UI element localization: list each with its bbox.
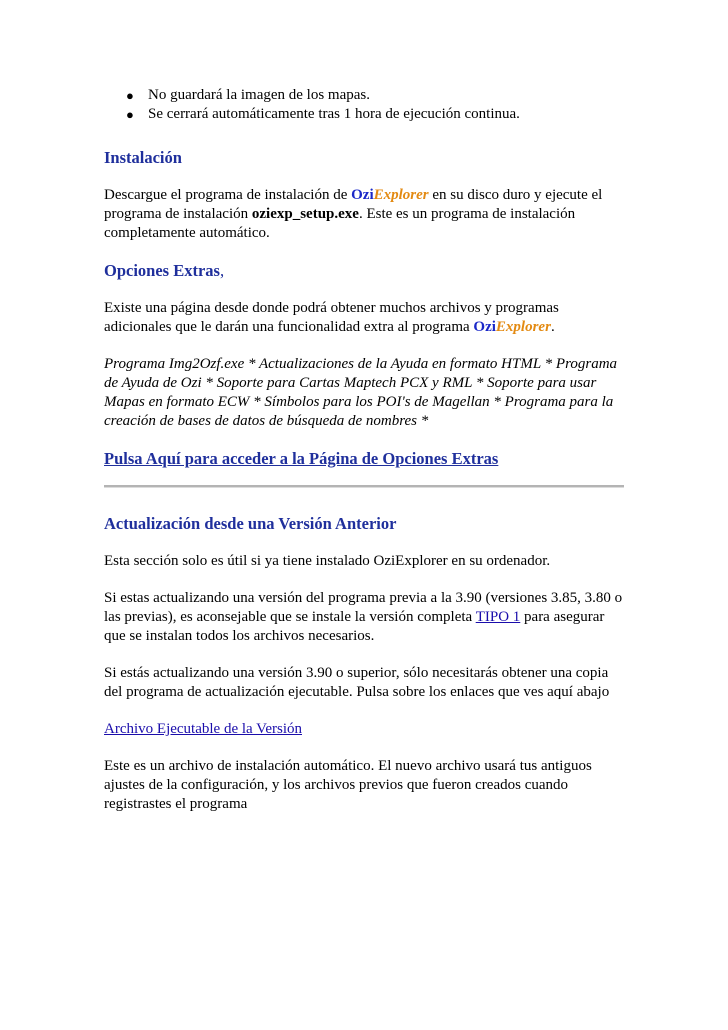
tipo-1-link[interactable]: TIPO 1	[475, 609, 521, 625]
extras-page-link[interactable]: Pulsa Aquí para acceder a la Página de Opciones Extras	[104, 449, 499, 468]
bullet-icon: ●	[126, 88, 134, 103]
text-span: en su disco duro y ejecute el programa de instalación	[104, 187, 603, 222]
update-paragraph-4: Este es un archivo de instalación automático. El nuevo archivo usará tus antiguos ajustes de la configuración, y los archivos previos que fueron creados cuando registrastes el programa	[104, 758, 592, 812]
bullet-icon: ●	[126, 107, 134, 122]
text-span: . Este es un programa de instalación completamente automático.	[104, 206, 576, 241]
executable-version-link[interactable]: Archivo Ejecutable de la Versión	[104, 721, 302, 737]
text-span: Descargue el programa de instalación de	[104, 187, 352, 203]
text-span: Si estas actualizando una versión del programa previa a la 3.90 (versiones 3.85, 3.80 o las previas), es aconsejable que se instale la versión completa	[104, 590, 623, 625]
setup-file-name: oziexp_setup.exe	[251, 206, 359, 222]
extras-heading	[104, 261, 628, 281]
list-item-text: Se cerrará automáticamente tras 1 hora de ejecución continua.	[148, 106, 520, 122]
list-item	[126, 86, 628, 105]
text-span: para asegurar que se instalan todos los archivos necesarios.	[104, 609, 605, 644]
list-item	[126, 105, 628, 124]
extras-heading-comma: ,	[219, 261, 225, 280]
list-item-text: No guardará la imagen de los mapas.	[148, 87, 371, 103]
document-page	[104, 86, 628, 832]
exe-link-paragraph	[104, 720, 628, 739]
ozi-brand: Ozi	[473, 319, 496, 335]
text-span: Existe una página desde donde podrá obtener muchos archivos y programas adicionales que le darán una funcionalidad extra al programa	[104, 300, 559, 335]
installation-paragraph	[104, 186, 628, 243]
installation-heading: Instalación	[104, 148, 182, 167]
explorer-brand: Explorer	[495, 319, 551, 335]
text-span: .	[550, 319, 555, 335]
update-paragraph-3: Si estás actualizando una versión 3.90 o superior, sólo necesitarás obtener una copia del programa de actualización ejecutable. Pulsa sobre los enlaces que ves aquí abajo	[104, 665, 610, 700]
horizontal-divider	[104, 485, 624, 488]
update-heading: Actualización desde una Versión Anterior	[104, 514, 397, 533]
extras-heading-text: Opciones Extras	[104, 261, 220, 280]
update-paragraph-1: Esta sección solo es útil si ya tiene instalado OziExplorer en su ordenador.	[104, 553, 551, 569]
update-paragraph-2	[104, 589, 628, 646]
ozi-brand: Ozi	[351, 187, 374, 203]
explorer-brand: Explorer	[373, 187, 429, 203]
extras-link-heading	[104, 449, 628, 469]
extras-item-list: Programa Img2Ozf.exe * Actualizaciones de la Ayuda en formato HTML * Programa de Ayuda de Ozi * Soporte para Cartas Maptech PCX y RML * Soporte para usar Mapas en formato ECW * Símbolos para los POI's de Magellan * Programa para la creación de bases de datos de búsqueda de nombres *	[104, 356, 618, 429]
extras-paragraph	[104, 299, 628, 337]
feature-limits-list	[104, 86, 628, 124]
